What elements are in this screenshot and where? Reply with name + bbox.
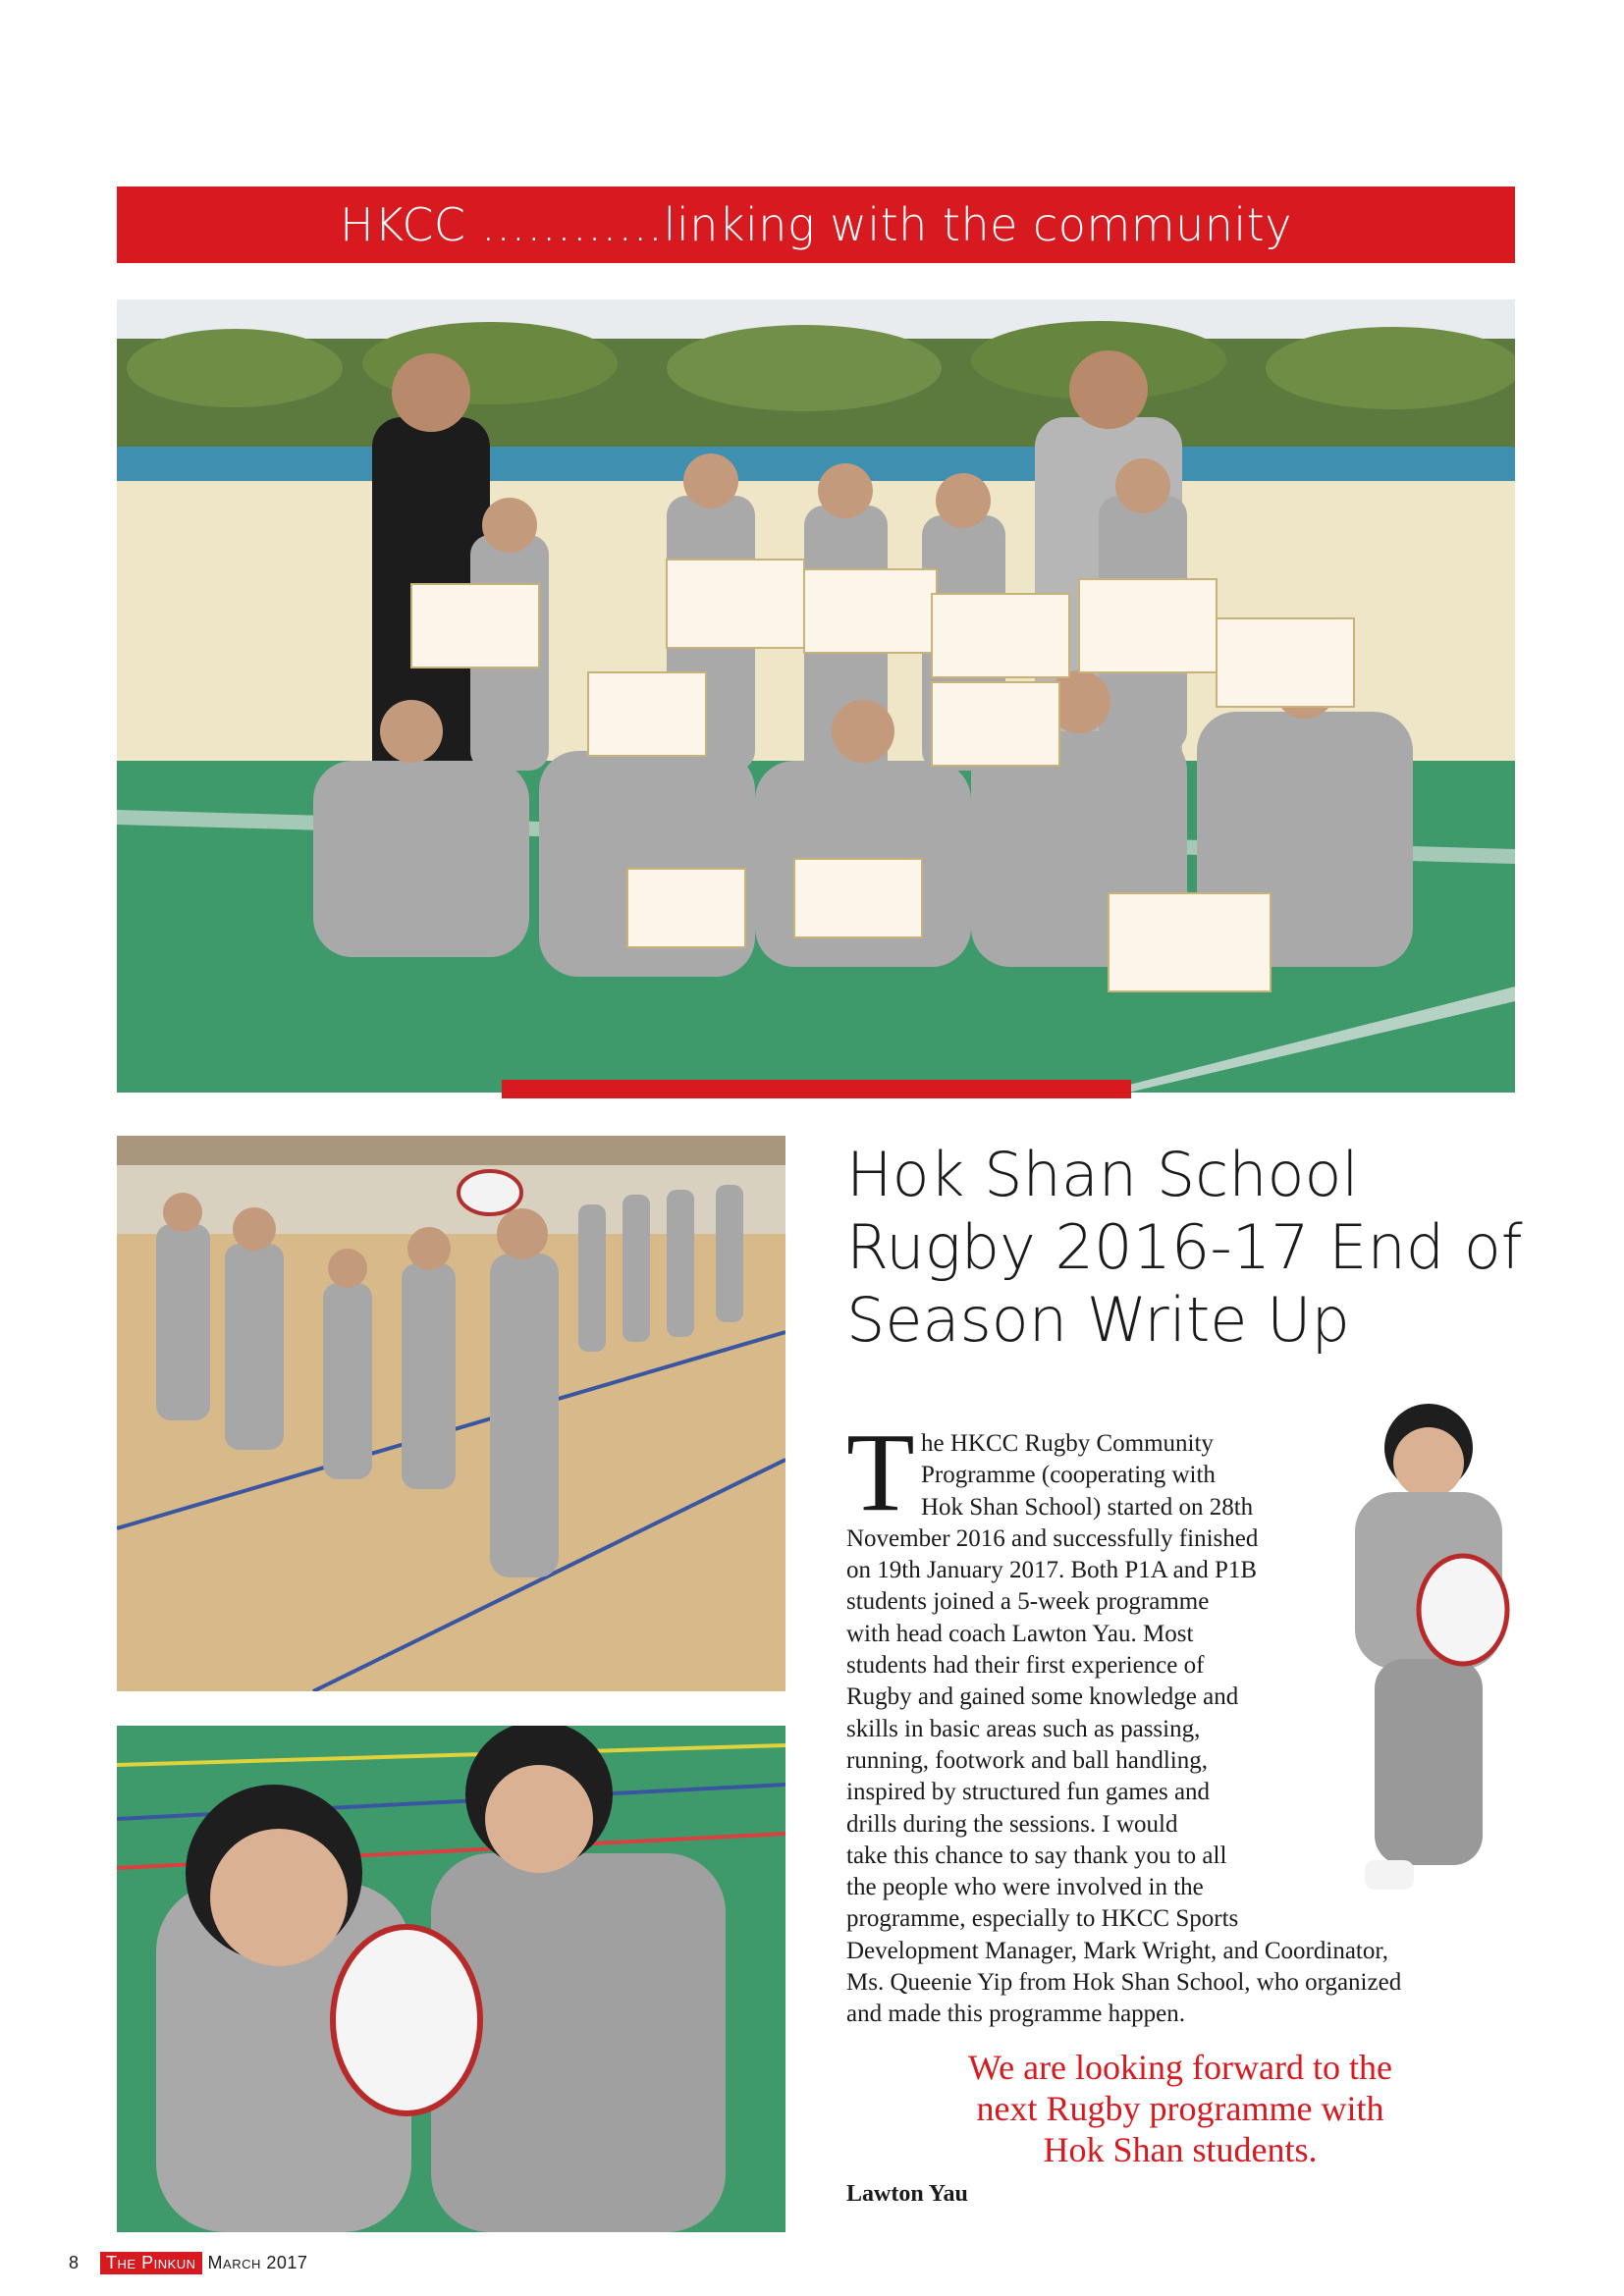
article-line: Hok Shan School) started on 28th bbox=[921, 1493, 1254, 1521]
headline-line: Season Write Up bbox=[846, 1284, 1350, 1356]
closing-line: next Rugby programme with bbox=[976, 2089, 1384, 2128]
article-line: the people who were involved in the bbox=[846, 1874, 1204, 1901]
headline-line: Rugby 2016-17 End of bbox=[846, 1211, 1523, 1283]
banner-text: HKCC …………linking with the community bbox=[340, 198, 1292, 251]
article-line: programme, especially to HKCC Sports bbox=[846, 1905, 1239, 1933]
page-number: 8 bbox=[69, 2253, 80, 2272]
article-line: Development Manager, Mark Wright, and Coordinator, bbox=[846, 1937, 1388, 1964]
court-practice-photo bbox=[117, 1726, 785, 2232]
article-line: with head coach Lawton Yau. Most bbox=[846, 1620, 1194, 1647]
girl-with-rugby-ball-photo bbox=[1335, 1384, 1512, 1895]
article-line: Rugby and gained some knowledge and bbox=[846, 1683, 1239, 1711]
article-line: inspired by structured fun games and bbox=[846, 1779, 1211, 1806]
article-line: on 19th January 2017. Both P1A and P1B bbox=[846, 1557, 1258, 1584]
article-line: Ms. Queenie Yip from Hok Shan School, who organized bbox=[846, 1969, 1402, 1997]
article-line: he HKCC Rugby Community bbox=[921, 1430, 1214, 1457]
team-photo bbox=[117, 299, 1515, 1093]
publication-name: The Pinkun bbox=[100, 2252, 202, 2274]
article-author: Lawton Yau bbox=[846, 2181, 968, 2207]
article-line: students had their first experience of bbox=[846, 1652, 1205, 1680]
issue-date: March 2017 bbox=[207, 2253, 308, 2272]
page-footer bbox=[69, 2252, 307, 2274]
article-line: skills in basic areas such as passing, bbox=[846, 1715, 1201, 1742]
section-banner bbox=[117, 187, 1515, 263]
red-accent-bar bbox=[502, 1080, 1131, 1098]
headline-line: Hok Shan School bbox=[846, 1139, 1359, 1210]
article-line: November 2016 and successfully finished bbox=[846, 1524, 1259, 1552]
article-line: drills during the sessions. I would bbox=[846, 1810, 1178, 1838]
article-line: running, footwork and ball handling, bbox=[846, 1746, 1208, 1774]
article-line: take this chance to say thank you to all bbox=[846, 1842, 1227, 1869]
closing-statement bbox=[846, 2047, 1514, 2170]
article-headline bbox=[846, 1139, 1523, 1357]
sports-hall-photo bbox=[117, 1136, 785, 1691]
article-body bbox=[846, 1428, 1402, 2031]
article-line: students joined a 5-week programme bbox=[846, 1588, 1210, 1616]
article-line: Programme (cooperating with bbox=[921, 1462, 1216, 1489]
article-line: and made this programme happen. bbox=[846, 2001, 1186, 2028]
closing-line: We are looking forward to the bbox=[968, 2048, 1392, 2087]
closing-line: Hok Shan students. bbox=[1043, 2130, 1318, 2169]
drop-cap: T bbox=[846, 1410, 915, 1534]
